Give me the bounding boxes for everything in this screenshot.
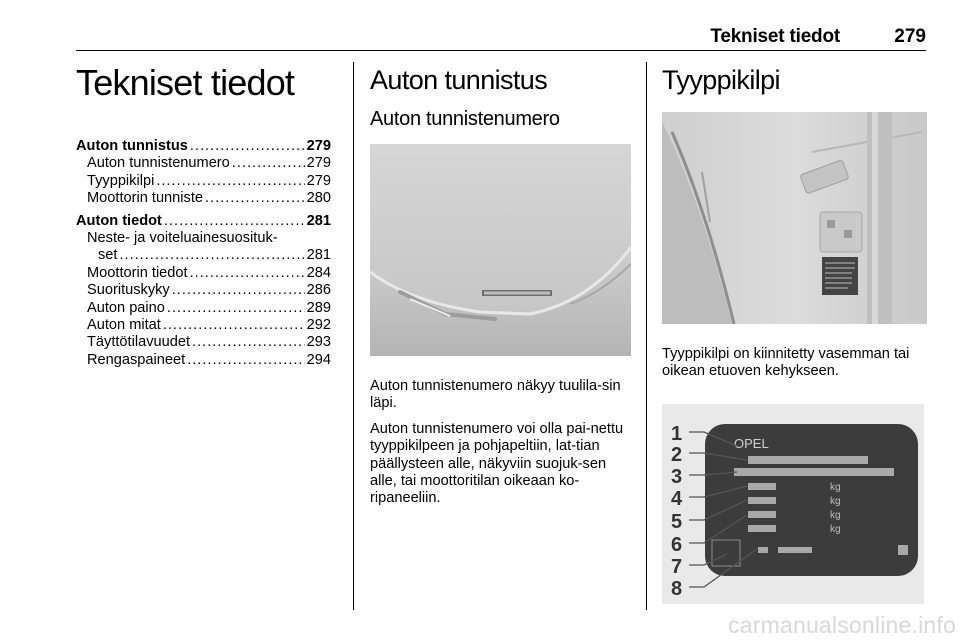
toc-leader-dots xyxy=(119,247,304,264)
toc-leader-dots xyxy=(172,282,305,299)
toc-entry-page: 286 xyxy=(306,282,331,299)
toc-entry[interactable] xyxy=(76,213,331,230)
watermark: carmanualsonline.info xyxy=(728,612,956,638)
running-header xyxy=(76,26,926,50)
toc-entry-page: 281 xyxy=(306,212,331,229)
header-rule xyxy=(76,50,926,51)
toc-entry-page: 294 xyxy=(306,351,331,368)
toc-entry-title: Moottorin tiedot xyxy=(87,264,188,281)
toc-entry[interactable] xyxy=(76,317,331,334)
toc-leader-dots xyxy=(163,317,305,334)
callout-number: 4 xyxy=(671,487,683,510)
toc-entry-page: 281 xyxy=(306,247,331,264)
unit-label: kg xyxy=(830,523,841,535)
toc-leader-dots xyxy=(187,352,304,369)
toc-entry-page: 292 xyxy=(306,317,331,334)
toc-entry-title: Auton tunnistus xyxy=(76,138,188,154)
toc-entry-page: 279 xyxy=(306,155,331,172)
callout-number: 7 xyxy=(671,555,683,578)
toc-entry[interactable] xyxy=(76,155,331,172)
toc-entry-page: 280 xyxy=(306,190,331,207)
toc-entry[interactable] xyxy=(76,173,331,190)
callout-number: 3 xyxy=(671,465,683,488)
toc-entry[interactable] xyxy=(76,334,331,351)
toc-entry-title: set xyxy=(98,247,118,264)
chapter-title: Tekniset tiedot xyxy=(76,62,295,103)
unit-label: kg xyxy=(830,509,841,521)
toc-entry[interactable] xyxy=(76,300,331,317)
toc-entry-page: 289 xyxy=(306,299,331,316)
toc-leader-dots xyxy=(192,334,305,351)
column-divider xyxy=(353,62,354,610)
callout-number: 8 xyxy=(671,577,683,600)
toc-entry[interactable] xyxy=(76,352,331,369)
toc-entry[interactable] xyxy=(76,230,331,247)
toc-entry-title: Auton tunnistenumero xyxy=(87,155,230,172)
toc-leader-dots xyxy=(232,155,305,172)
toc-leader-dots xyxy=(205,190,305,207)
toc-entry-title: Täyttötilavuudet xyxy=(87,334,191,351)
toc-leader-dots xyxy=(167,300,305,317)
windshield-vin-photo xyxy=(370,144,631,356)
toc-leader-dots xyxy=(164,213,305,230)
toc-entry-title: Auton tiedot xyxy=(76,212,162,229)
section-title: Tyyppikilpi xyxy=(662,65,780,95)
toc-entry[interactable] xyxy=(76,247,331,264)
chapter-column xyxy=(76,60,331,369)
toc-entry-page: 293 xyxy=(306,334,331,351)
door-frame-photo xyxy=(662,112,927,324)
toc-entry-title: Auton mitat xyxy=(87,317,161,334)
subsection-title: Auton tunnistenumero xyxy=(370,108,560,130)
vehicle-id-column xyxy=(370,60,631,508)
toc-entry[interactable] xyxy=(76,138,331,155)
callout-number: 2 xyxy=(671,443,683,466)
toc-entry-title: Moottorin tunniste xyxy=(87,190,204,207)
plate-brand: OPEL xyxy=(734,435,769,451)
unit-label: kg xyxy=(830,495,841,507)
toc-entry-page: 284 xyxy=(306,264,331,281)
toc-entry-title: Rengaspaineet xyxy=(87,351,186,368)
toc-entry-title: Tyyppikilpi xyxy=(87,172,155,189)
paragraph: Auton tunnistenumero näkyy tuulila-sin läpi. xyxy=(370,378,621,412)
toc-entry-title: Suorituskyky xyxy=(87,282,170,299)
toc-entry-title: Auton paino xyxy=(87,299,165,316)
table-of-contents xyxy=(76,138,331,369)
unit-label: kg xyxy=(830,481,841,493)
column-divider xyxy=(646,62,647,610)
callout-number: 6 xyxy=(671,533,683,556)
toc-entry[interactable] xyxy=(76,265,331,282)
toc-entry-page: 279 xyxy=(306,172,331,189)
toc-leader-dots xyxy=(190,138,305,155)
paragraph: Auton tunnistenumero voi olla pai-nettu tyyppikilpeen ja pohjapeltiin, lat-tian päällysteen alle, näkyviin suojuk-sen alle, tai moottoritilan oikeaan ko-ripaneeliin. xyxy=(370,420,624,507)
header-title: Tekniset tiedot xyxy=(710,26,840,47)
toc-entry[interactable] xyxy=(76,190,331,207)
toc-entry[interactable] xyxy=(76,282,331,299)
toc-entry-page: 279 xyxy=(306,138,331,154)
paragraph: Tyyppikilpi on kiinnitetty vasemman tai oikean etuoven kehykseen. xyxy=(662,346,910,380)
callout-number: 5 xyxy=(671,510,683,533)
toc-entry-title: Neste- ja voiteluainesuosituk- xyxy=(87,230,278,247)
callout-number: 1 xyxy=(671,422,683,445)
toc-leader-dots xyxy=(190,265,305,282)
toc-leader-dots xyxy=(156,173,304,190)
section-title: Auton tunnistus xyxy=(370,65,548,95)
type-plate-diagram xyxy=(662,404,924,604)
page-number: 279 xyxy=(894,26,926,47)
type-plate-column xyxy=(662,60,927,604)
